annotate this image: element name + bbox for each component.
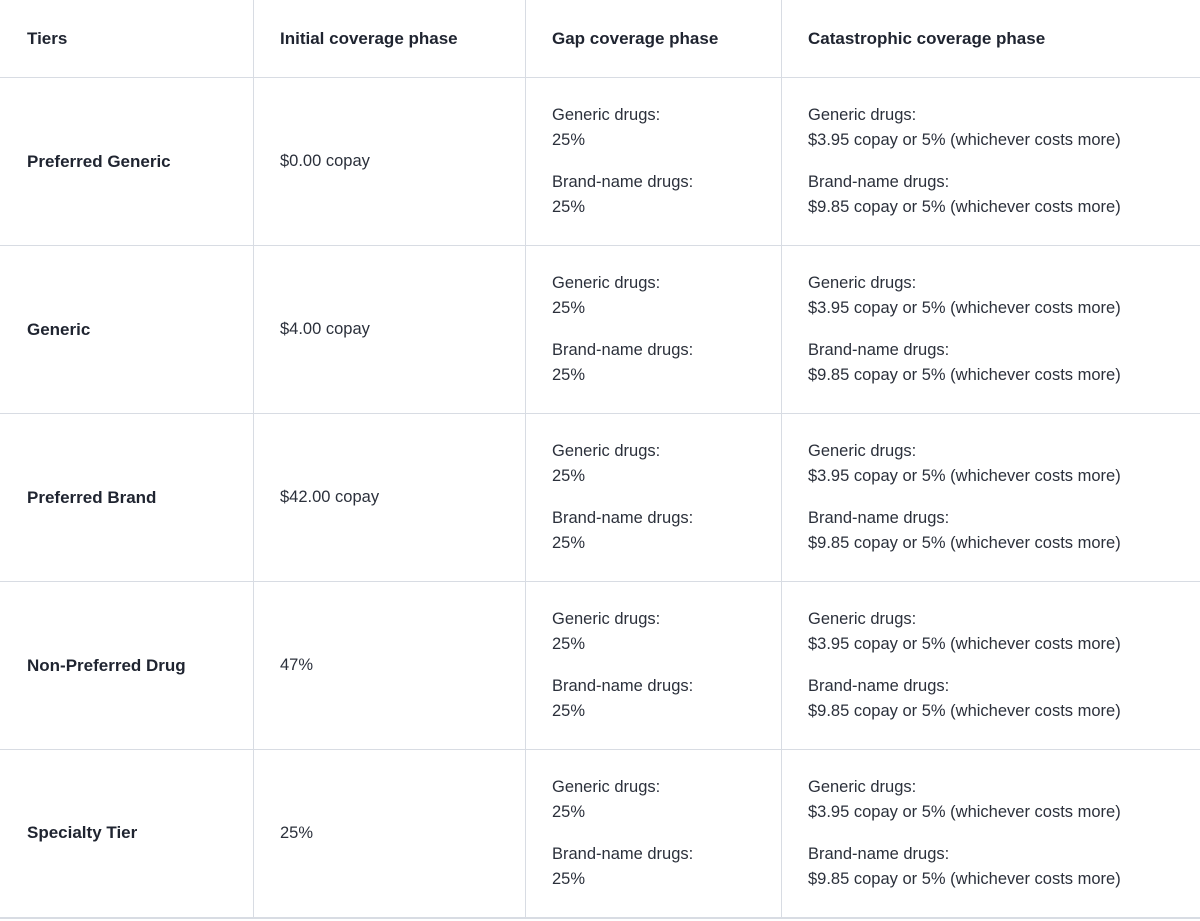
catastrophic-cell <box>782 246 1200 414</box>
tier-name: Preferred Generic <box>27 151 171 171</box>
gap-generic-label: Generic drugs: <box>552 777 661 796</box>
gap-generic-value: 25% <box>552 802 586 821</box>
catastrophic-generic-value: $3.95 copay or 5% (whichever costs more) <box>808 299 1121 317</box>
initial-value: 47% <box>280 656 314 674</box>
gap-cell <box>526 78 782 246</box>
catastrophic-generic <box>808 775 1200 825</box>
catastrophic-cell <box>782 414 1200 582</box>
tier-cell <box>1 246 254 414</box>
catastrophic-cell <box>782 78 1200 246</box>
catastrophic-generic-label: Generic drugs: <box>808 610 917 628</box>
gap-generic-label: Generic drugs: <box>552 274 661 292</box>
header-catastrophic-coverage: Catastrophic coverage phase <box>782 1 1200 78</box>
table-row <box>1 78 1200 246</box>
gap-brand-label: Brand-name drugs: <box>552 341 694 359</box>
catastrophic-generic-value: $3.95 copay or 5% (whichever costs more) <box>808 131 1121 149</box>
catastrophic-generic-label: Generic drugs: <box>808 442 917 460</box>
initial-cell <box>254 414 526 582</box>
gap-brand <box>552 506 781 556</box>
gap-generic-label: Generic drugs: <box>552 610 661 628</box>
table-header-row <box>1 1 1200 78</box>
header-gap-coverage: Gap coverage phase <box>526 1 782 78</box>
initial-cell <box>254 246 526 414</box>
gap-generic <box>552 439 781 489</box>
tier-cell <box>1 582 254 750</box>
gap-generic-value: 25% <box>552 635 586 653</box>
initial-value: 25% <box>280 823 314 842</box>
catastrophic-brand-label: Brand-name drugs: <box>808 341 950 359</box>
gap-generic-label: Generic drugs: <box>552 106 661 124</box>
catastrophic-generic-label: Generic drugs: <box>808 274 917 292</box>
gap-generic <box>552 103 781 153</box>
gap-cell <box>526 582 782 750</box>
catastrophic-brand-label: Brand-name drugs: <box>808 844 950 863</box>
tier-cell <box>1 78 254 246</box>
catastrophic-generic-value: $3.95 copay or 5% (whichever costs more) <box>808 467 1121 485</box>
catastrophic-generic <box>808 103 1200 153</box>
catastrophic-generic-label: Generic drugs: <box>808 777 917 796</box>
gap-brand-value: 25% <box>552 366 586 384</box>
catastrophic-brand <box>808 674 1200 724</box>
catastrophic-generic <box>808 439 1200 489</box>
gap-brand-value: 25% <box>552 198 586 216</box>
catastrophic-generic <box>808 607 1200 657</box>
catastrophic-brand <box>808 842 1200 892</box>
initial-value: $4.00 copay <box>280 320 370 338</box>
gap-brand-label: Brand-name drugs: <box>552 844 694 863</box>
catastrophic-brand-label: Brand-name drugs: <box>808 509 950 527</box>
gap-brand-value: 25% <box>552 869 586 888</box>
catastrophic-brand-label: Brand-name drugs: <box>808 677 950 695</box>
table-row <box>1 750 1200 918</box>
gap-generic <box>552 271 781 321</box>
tier-name: Specialty Tier <box>27 823 138 843</box>
gap-generic-value: 25% <box>552 131 586 149</box>
catastrophic-brand <box>808 506 1200 556</box>
table-row <box>1 246 1200 414</box>
catastrophic-brand-value: $9.85 copay or 5% (whichever costs more) <box>808 702 1121 720</box>
gap-generic-label: Generic drugs: <box>552 442 661 460</box>
tier-name: Non-Preferred Drug <box>27 655 186 675</box>
gap-brand <box>552 170 781 220</box>
gap-brand-label: Brand-name drugs: <box>552 509 694 527</box>
table-row <box>1 414 1200 582</box>
tier-cell <box>1 414 254 582</box>
gap-brand-value: 25% <box>552 702 586 720</box>
catastrophic-brand-label: Brand-name drugs: <box>808 173 950 191</box>
gap-brand <box>552 674 781 724</box>
catastrophic-cell <box>782 582 1200 750</box>
gap-brand <box>552 338 781 388</box>
initial-value: $42.00 copay <box>280 488 380 506</box>
catastrophic-generic-value: $3.95 copay or 5% (whichever costs more) <box>808 802 1121 821</box>
initial-value: $0.00 copay <box>280 152 370 170</box>
gap-generic-value: 25% <box>552 467 586 485</box>
tier-name: Generic <box>27 319 91 339</box>
catastrophic-brand-value: $9.85 copay or 5% (whichever costs more) <box>808 366 1121 384</box>
gap-cell <box>526 750 782 918</box>
catastrophic-brand-value: $9.85 copay or 5% (whichever costs more) <box>808 869 1121 888</box>
initial-cell <box>254 78 526 246</box>
gap-brand-label: Brand-name drugs: <box>552 677 694 695</box>
gap-cell <box>526 246 782 414</box>
initial-cell <box>254 582 526 750</box>
header-tiers: Tiers <box>1 1 254 78</box>
tier-cell <box>1 750 254 918</box>
tier-name: Preferred Brand <box>27 487 157 507</box>
header-initial-coverage: Initial coverage phase <box>254 1 526 78</box>
gap-generic <box>552 607 781 657</box>
gap-generic-value: 25% <box>552 299 586 317</box>
catastrophic-brand <box>808 338 1200 388</box>
catastrophic-brand-value: $9.85 copay or 5% (whichever costs more) <box>808 198 1121 216</box>
catastrophic-generic-value: $3.95 copay or 5% (whichever costs more) <box>808 635 1121 653</box>
catastrophic-cell <box>782 750 1200 918</box>
gap-generic <box>552 775 781 825</box>
gap-brand-value: 25% <box>552 534 586 552</box>
initial-cell <box>254 750 526 918</box>
gap-brand-label: Brand-name drugs: <box>552 173 694 191</box>
catastrophic-brand <box>808 170 1200 220</box>
catastrophic-brand-value: $9.85 copay or 5% (whichever costs more) <box>808 534 1121 552</box>
catastrophic-generic <box>808 271 1200 321</box>
gap-brand <box>552 842 781 892</box>
catastrophic-generic-label: Generic drugs: <box>808 106 917 124</box>
table-row <box>1 582 1200 750</box>
gap-cell <box>526 414 782 582</box>
